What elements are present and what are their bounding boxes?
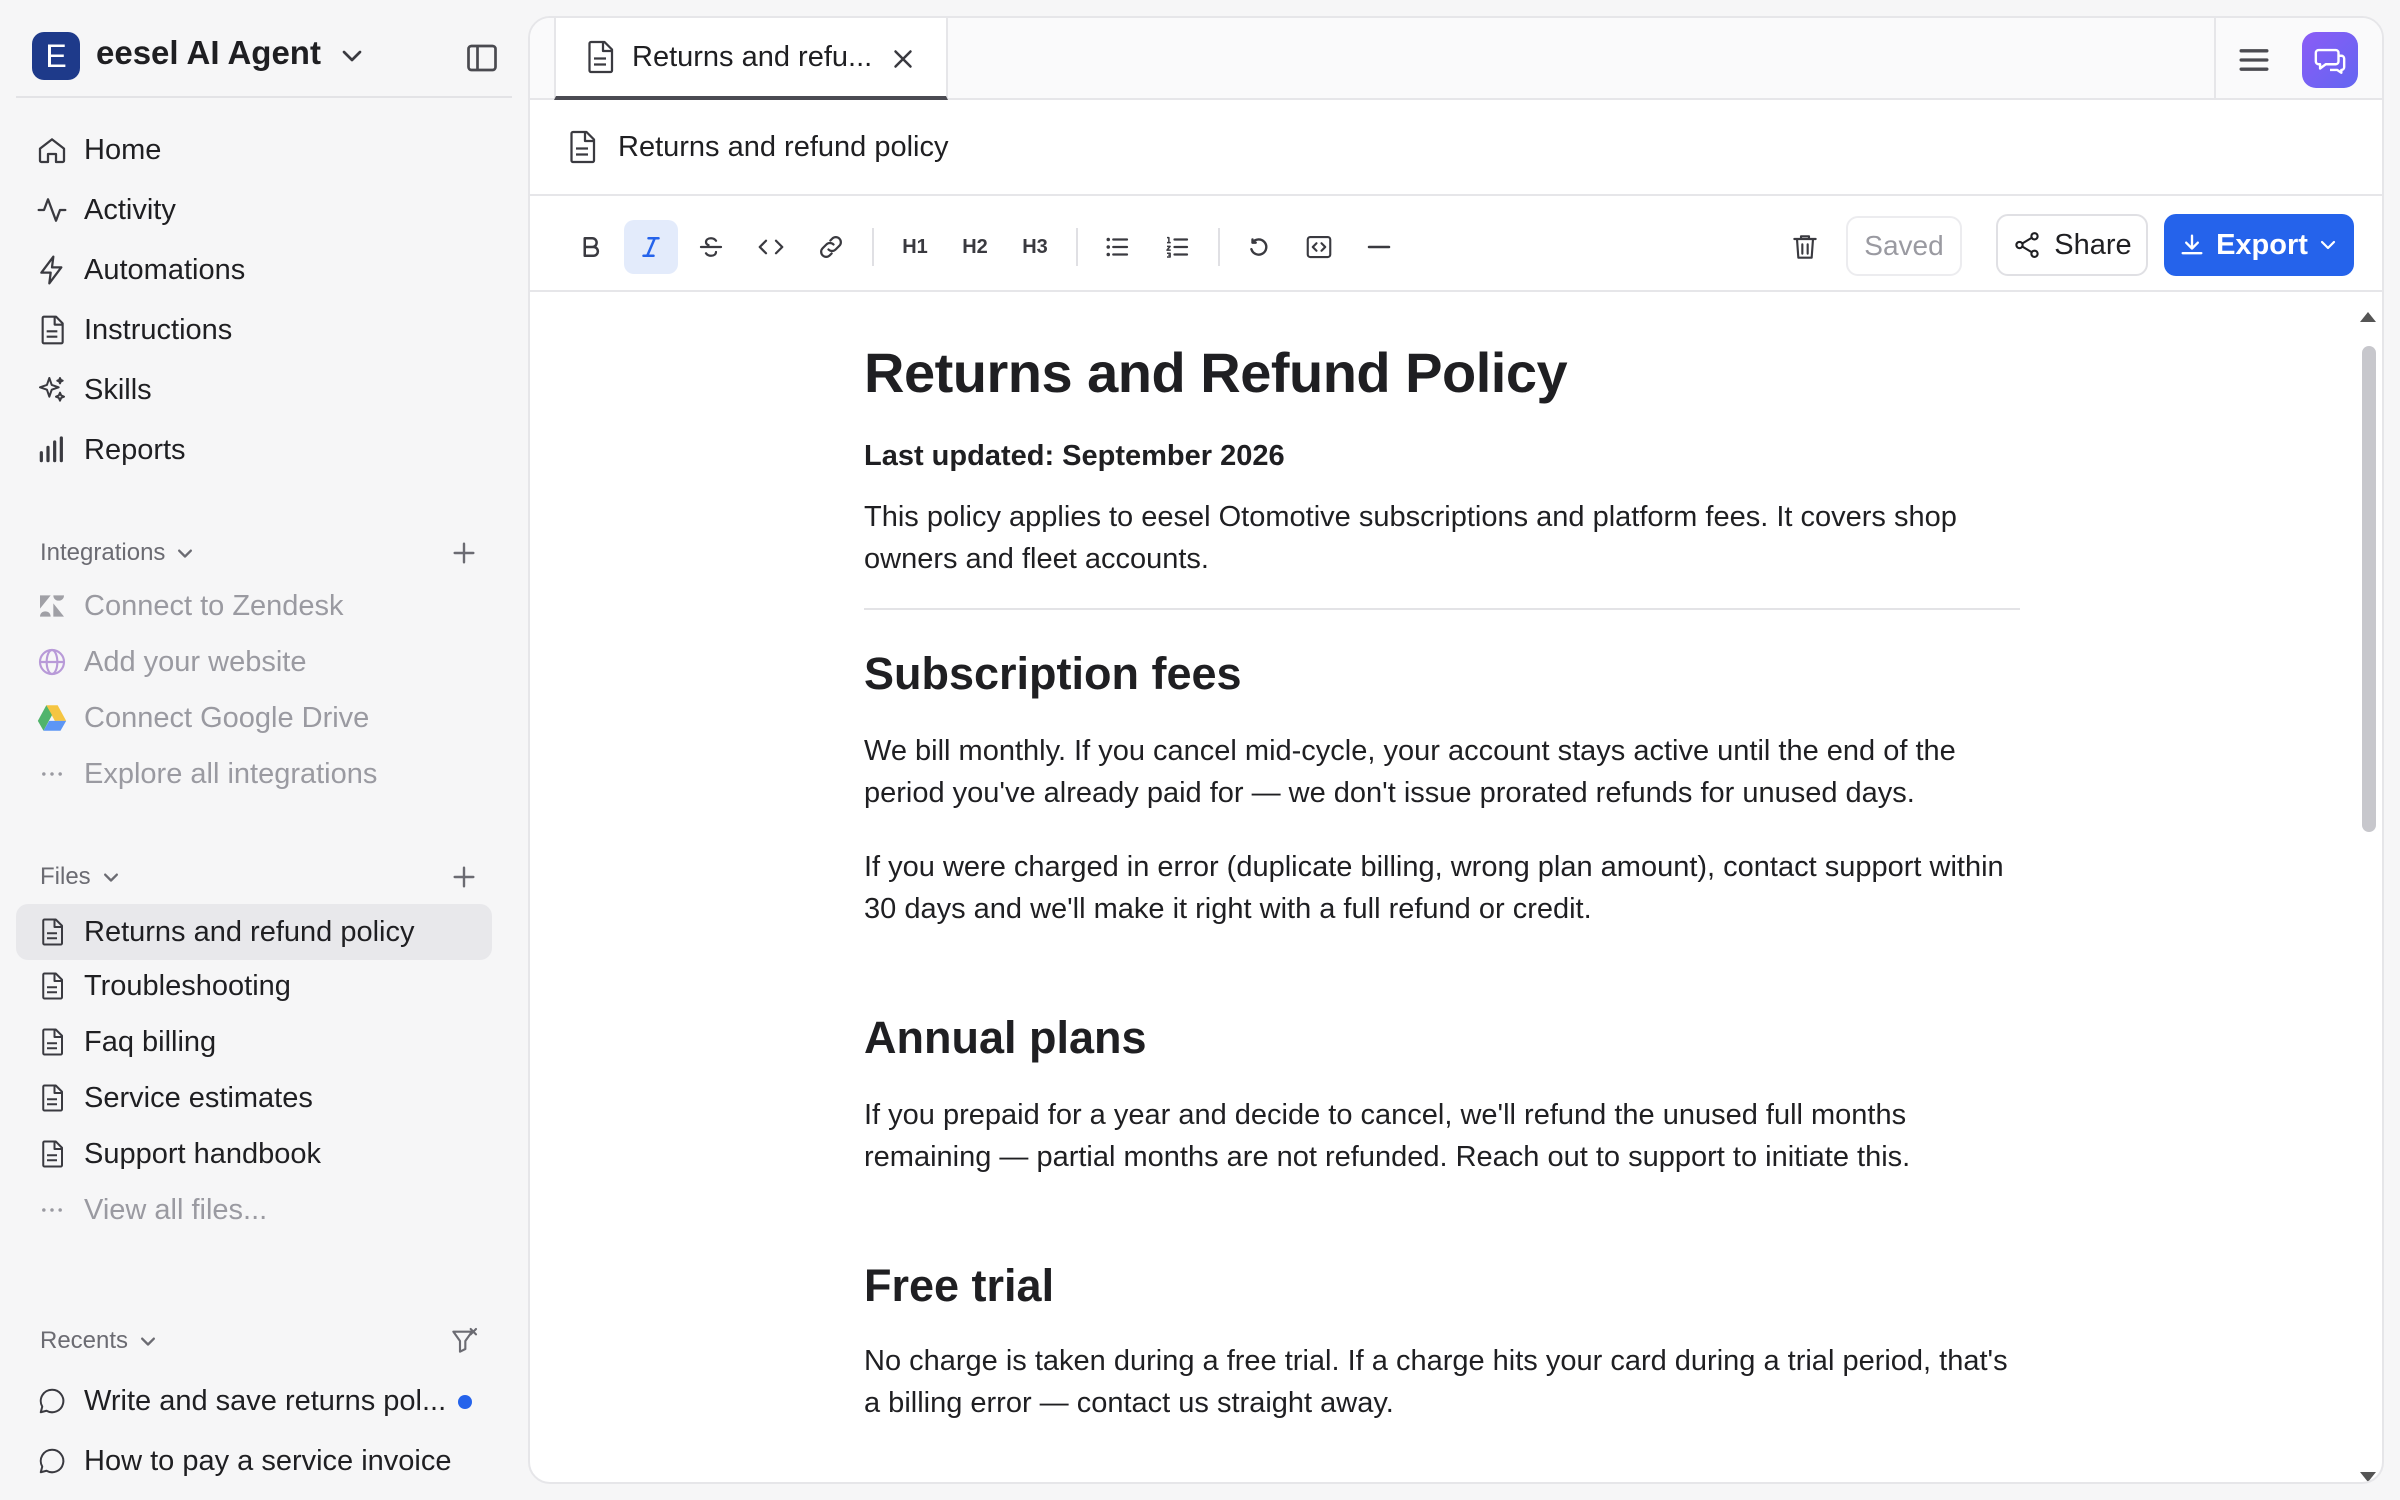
chevron-down-icon [134, 1327, 162, 1355]
tab-returns-and-refund-policy[interactable] [554, 18, 948, 100]
sparkles-icon [32, 370, 72, 410]
chat-bubble-icon [32, 1441, 72, 1481]
toolbar-separator [1218, 228, 1220, 266]
file-icon [582, 39, 618, 75]
view-all-files-label: View all files... [84, 1193, 268, 1226]
file-label: Support handbook [84, 1137, 322, 1170]
file-icon [32, 1078, 72, 1118]
chevron-down-icon [97, 863, 125, 891]
scroll-down-arrow[interactable] [2360, 1472, 2376, 1482]
filter-off-icon[interactable] [448, 1325, 480, 1357]
file-icon [32, 966, 72, 1006]
section-title: Files [40, 863, 91, 890]
document-title: Returns and Refund Policy [864, 341, 1568, 404]
nav-label: Reports [84, 433, 186, 466]
integration-label: Connect to Zendesk [84, 589, 344, 622]
code-icon [756, 232, 786, 262]
export-label: Export [2216, 228, 2308, 261]
scroll-thumb[interactable] [2362, 346, 2376, 832]
section-title: Recents [40, 1327, 129, 1354]
document-icon [32, 310, 72, 350]
menu-icon[interactable] [2232, 38, 2276, 82]
export-button[interactable] [2164, 214, 2354, 276]
toolbar-separator [1076, 228, 1078, 266]
strikethrough-button[interactable] [684, 220, 738, 274]
saved-status-button[interactable]: Saved [1846, 216, 1962, 276]
nav-label: Automations [84, 253, 246, 286]
horizontal-rule [864, 608, 2020, 610]
trash-icon [1789, 231, 1821, 263]
integration-label: Add your website [84, 645, 307, 678]
add-file-plus-icon[interactable] [448, 861, 480, 893]
document-header [530, 100, 2382, 196]
nav-item-reports[interactable] [32, 424, 492, 476]
link-icon [816, 232, 846, 262]
google-drive-icon [32, 698, 72, 738]
italic-icon [636, 232, 666, 262]
numbered-list-icon [1162, 232, 1192, 262]
nav-item-automations[interactable] [32, 244, 492, 296]
intro-paragraph: This policy applies to eesel Otomotive subscriptions and platform fees. It covers shop owners and fleet accounts. [864, 501, 1957, 575]
strikethrough-icon [696, 232, 726, 262]
section-title: Integrations [40, 539, 166, 566]
recent-item-write-returns[interactable] [32, 1375, 492, 1427]
last-updated-text: Last updated: September 2026 [864, 440, 1285, 472]
globe-icon [32, 642, 72, 682]
file-icon [32, 1022, 72, 1062]
scroll-up-arrow[interactable] [2360, 312, 2376, 322]
code-block-icon [1304, 232, 1334, 262]
workspace-avatar[interactable]: E [32, 32, 80, 80]
delete-button[interactable] [1778, 220, 1832, 274]
file-label: Returns and refund policy [84, 915, 415, 948]
undo-icon [1246, 234, 1272, 260]
integration-item-website[interactable] [32, 636, 492, 688]
home-icon [32, 130, 72, 170]
bullet-list-button[interactable] [1090, 220, 1144, 274]
numbered-list-button[interactable] [1150, 220, 1204, 274]
bold-icon [576, 232, 606, 262]
integration-label: Explore all integrations [84, 757, 378, 790]
horizontal-rule-icon [1364, 232, 1394, 262]
nav-item-skills[interactable] [32, 364, 492, 416]
integration-item-explore[interactable] [32, 748, 492, 800]
recent-item-pay-invoice[interactable] [32, 1435, 492, 1487]
link-button[interactable] [804, 220, 858, 274]
heading-2-button[interactable]: H2 [962, 235, 988, 258]
code-block-button[interactable] [1292, 220, 1346, 274]
integrations-section-header[interactable] [40, 533, 480, 573]
chevron-down-icon [171, 539, 199, 567]
nav-label: Activity [84, 193, 176, 226]
heading-3-button[interactable]: H3 [1022, 235, 1048, 258]
close-icon[interactable] [888, 44, 918, 74]
nav-item-instructions[interactable] [32, 304, 492, 356]
more-dots-icon [32, 1190, 72, 1230]
file-icon [564, 129, 600, 165]
main-panel [528, 16, 2384, 1484]
toolbar-separator [872, 228, 874, 266]
chat-button[interactable] [2302, 32, 2358, 88]
code-button[interactable] [744, 220, 798, 274]
undo-button[interactable] [1232, 220, 1286, 274]
chevron-down-icon[interactable] [336, 40, 368, 72]
tab-bar [530, 18, 2382, 100]
file-item-support-handbook[interactable] [32, 1128, 492, 1180]
integration-item-zendesk[interactable] [32, 580, 492, 632]
share-button[interactable] [1996, 214, 2148, 276]
chevron-down-icon [2316, 233, 2340, 257]
file-icon [32, 912, 72, 952]
horizontal-rule-button[interactable] [1352, 220, 1406, 274]
nav-label: Skills [84, 373, 152, 406]
editor-scrollbar[interactable] [2358, 302, 2378, 1484]
italic-button[interactable] [624, 220, 678, 274]
section-paragraph: If you were charged in error (duplicate billing, wrong plan amount), contact support within 30 days and we'll make it right with a full refund or credit. [864, 851, 2004, 925]
section-heading: Annual plans [864, 1012, 1147, 1063]
workspace-header [16, 16, 512, 98]
sidebar [0, 0, 528, 1500]
integration-item-google-drive[interactable] [32, 692, 492, 744]
bar-chart-icon [32, 430, 72, 470]
recents-section-header[interactable] [40, 1321, 480, 1361]
section-paragraph: If you prepaid for a year and decide to cancel, we'll refund the unused full months remaining — partial months are not refunded. Reach out to support to initiate this. [864, 1099, 1911, 1173]
file-icon [32, 1134, 72, 1174]
nav-item-activity[interactable] [32, 184, 492, 236]
file-item-service-estimates[interactable] [32, 1072, 492, 1124]
nav-label: Home [84, 133, 162, 166]
bold-button[interactable] [564, 220, 618, 274]
view-all-files-link[interactable] [32, 1184, 492, 1236]
section-paragraph: No charge is taken during a free trial. If a charge hits your card during a trial period, that's a billing error — contact us straight away. [864, 1345, 2008, 1419]
share-label: Share [2054, 228, 2132, 261]
heading-1-button[interactable]: H1 [902, 235, 928, 258]
unread-indicator [458, 1395, 472, 1409]
sidebar-toggle-icon[interactable] [462, 40, 502, 76]
nav-label: Instructions [84, 313, 233, 346]
file-item-returns-and-refund-policy[interactable] [16, 904, 492, 960]
file-label: Troubleshooting [84, 969, 291, 1002]
file-item-faq-billing[interactable] [32, 1016, 492, 1068]
file-label: Service estimates [84, 1081, 313, 1114]
recent-label: How to pay a service invoice [84, 1444, 452, 1477]
zendesk-icon [32, 586, 72, 626]
bullet-list-icon [1102, 232, 1132, 262]
section-paragraph: We bill monthly. If you cancel mid-cycle, your account stays active until the end of the period you've already paid for — we don't issue prorated refunds for unused days. [864, 735, 1956, 809]
document-header-title: Returns and refund policy [618, 130, 949, 163]
add-integration-plus-icon[interactable] [448, 537, 480, 569]
file-label: Faq billing [84, 1025, 217, 1058]
download-icon [2178, 231, 2206, 259]
workspace-name[interactable]: eesel AI Agent [96, 34, 321, 71]
share-icon [2012, 230, 2042, 260]
activity-icon [32, 190, 72, 230]
file-item-troubleshooting[interactable] [32, 960, 492, 1012]
section-heading: Free trial [864, 1260, 1055, 1311]
nav-item-home[interactable] [32, 124, 492, 176]
files-section-header[interactable] [40, 857, 480, 897]
lightning-icon [32, 250, 72, 290]
divider [2214, 18, 2216, 100]
chat-bubble-icon [32, 1381, 72, 1421]
recent-label: Write and save returns pol... [84, 1384, 447, 1417]
section-heading: Subscription fees [864, 648, 1242, 699]
chat-icon [2313, 43, 2347, 77]
tab-label: Returns and refu... [632, 40, 873, 73]
integration-label: Connect Google Drive [84, 701, 370, 734]
document-editor[interactable] [530, 294, 2382, 1484]
editor-toolbar [530, 196, 2382, 292]
more-dots-icon [32, 754, 72, 794]
